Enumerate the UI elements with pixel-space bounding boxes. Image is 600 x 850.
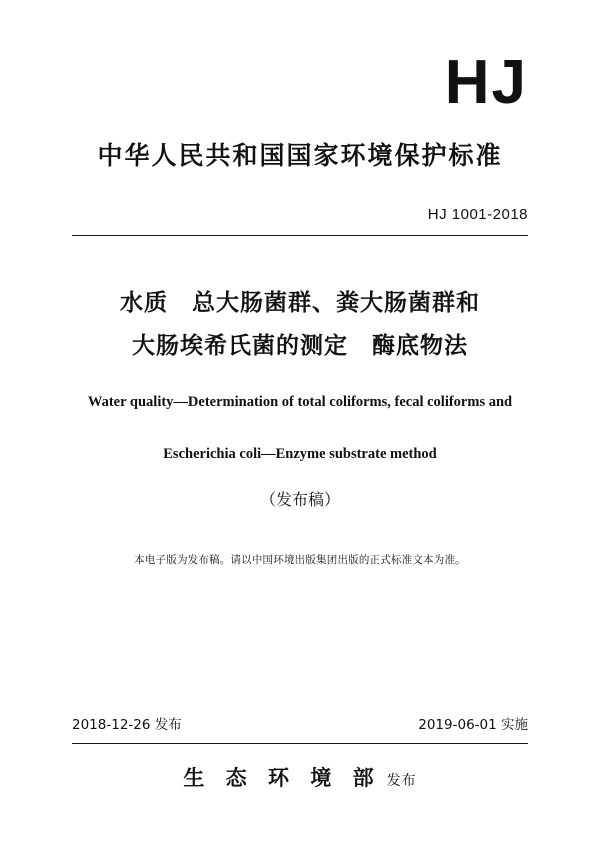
title-block — [72, 282, 528, 567]
issue-date: 2018-12-26 发布 — [72, 717, 182, 733]
english-title-line-2: Escherichia coli—Enzyme substrate method — [163, 445, 437, 462]
effective-date: 2019-06-01 实施 — [418, 717, 528, 733]
footer-block — [72, 713, 528, 792]
header-divider — [72, 235, 528, 236]
electronic-version-note: 本电子版为发布稿。请以中国环境出版集团出版的正式标准文本为准。 — [134, 553, 466, 566]
issuer-organization: 生 态 环 境 部 — [183, 766, 381, 790]
date-row — [72, 713, 528, 733]
issuer-verb: 发布 — [386, 773, 417, 789]
footer-divider — [72, 743, 528, 744]
hj-logo: HJ — [444, 48, 528, 117]
issuer-line — [72, 762, 528, 792]
english-title-line-1: Water quality—Determination of total coliforms, fecal coliforms and — [87, 394, 513, 411]
chinese-title-line-2: 大肠埃希氏菌的测定 酶底物法 — [132, 332, 468, 359]
national-standard-title: 中华人民共和国国家环境保护标准 — [97, 141, 503, 170]
standard-number: HJ 1001-2018 — [427, 206, 528, 223]
chinese-title-line-1: 水质 总大肠菌群、粪大肠菌群和 — [120, 290, 480, 316]
draft-mark: （发布稿） — [259, 489, 340, 509]
